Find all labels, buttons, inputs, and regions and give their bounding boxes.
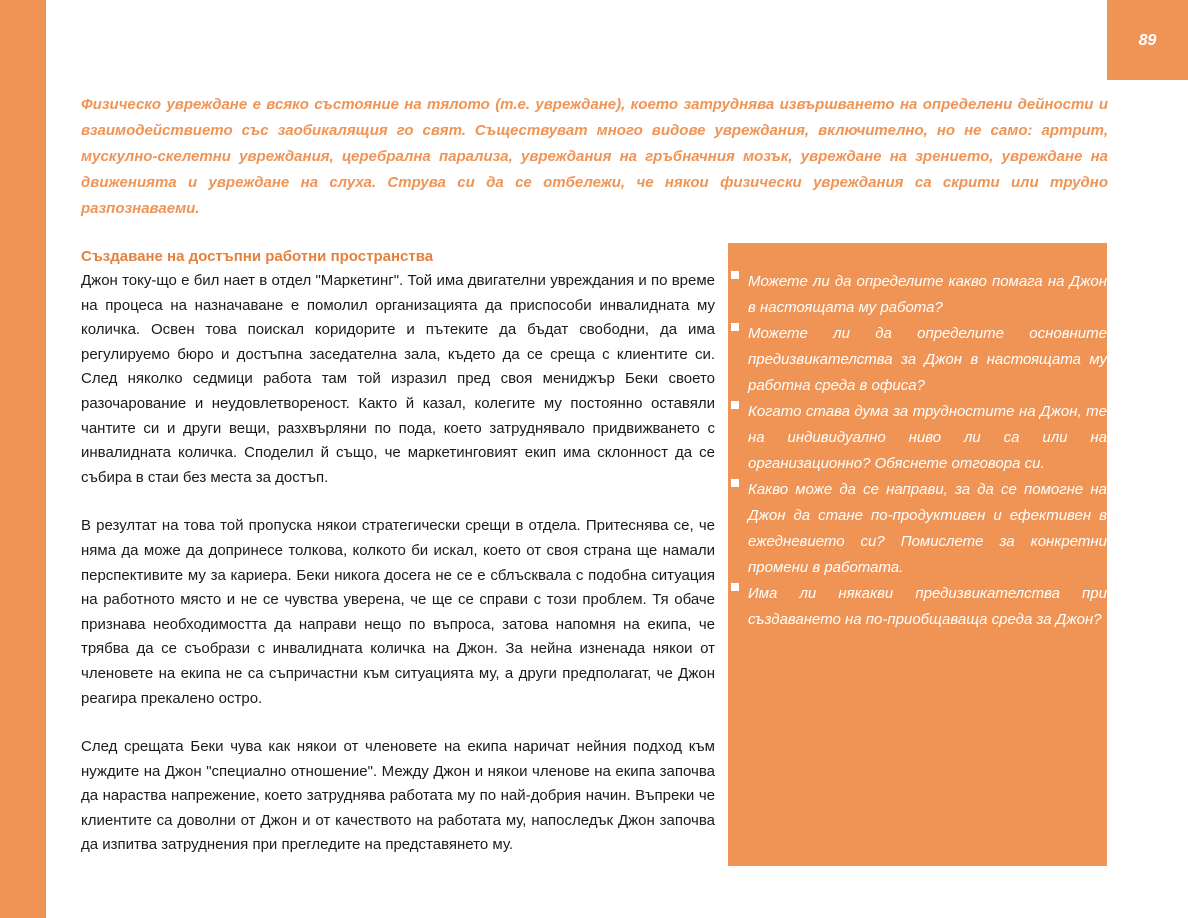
question-item (748, 477, 1107, 581)
case-study-section (81, 245, 715, 882)
square-bullet-icon (731, 271, 739, 279)
question-text: Какво може да се направи, за да се помогне на Джон да стане по-продуктивен и ефективен в ежедневието си? Помислете за конкретни промени в работата. (748, 481, 1107, 576)
square-bullet-icon (731, 479, 739, 487)
intro-paragraph: Физическо увреждане е всяко състояние на тялото (т.е. увреждане), което затруднява извършването на определени дейности и взаимодействието със заобикалящия го свят. Съществуват много видове увреждания, включително, но не само: артрит, мускулно-скелетни увреждания, церебрална парализа, увреждания на гръбначния мозък, увреждане на зрението, увреждане на движенията и увреждане на слуха. Струва си да се отбележи, че някои физически увреждания са скрити или трудно разпознаваеми. (81, 96, 1108, 217)
question-item (748, 269, 1107, 321)
square-bullet-icon (731, 323, 739, 331)
square-bullet-icon (731, 401, 739, 409)
question-text: Когато става дума за трудностите на Джон, те на индивидуално ниво ли са или на организационно? Обяснете отговора си. (748, 403, 1107, 472)
page-number-tab (1107, 0, 1188, 80)
questions-list (748, 269, 1107, 633)
page-number: 89 (1138, 32, 1157, 49)
case-paragraph-1: Джон току-що е бил нает в отдел "Маркетинг". Той има двигателни увреждания и по време на процеса на назначаване е помолил организацията да приспособи инвалидната му количка. Освен това поискал коридорите и пътеките да бъдат свободни, да има регулируемо бюро и достъпна заседателна зала, където да се среща с клиентите си. След няколко седмици работа там той изразил пред своя мениджър Беки своето разочарование и неудовлетвореност. Както й казал, колегите му постоянно оставяли чантите си и други вещи, разхвърляни по пода, което затруднявало придвижването с инвалидната количка. Споделил й също, че маркетинговият екип има склонност да се събира в стаи без места за достъп. (81, 272, 715, 486)
question-item (748, 321, 1107, 399)
question-item (748, 581, 1107, 633)
left-accent-bar (0, 0, 46, 918)
question-text: Има ли някакви предизвикателства при създаването на по-приобщаваща среда за Джон? (748, 585, 1107, 628)
question-text: Можете ли да определите основните предизвикателства за Джон в настоящата му работна среда в офиса? (748, 325, 1107, 394)
case-paragraph-3: След срещата Беки чува как някои от членовете на екипа наричат нейния подход към нуждите на Джон "специално отношение". Между Джон и някои членове на екипа започва да нараства напрежение, което затруднява работата му по най-добрия начин. Въпреки че клиентите са доволни от Джон и от качеството на работата му, напоследък Джон започва да изпитва затруднения при прегледите на представянето му. (81, 738, 715, 854)
question-text: Можете ли да определите какво помага на Джон в настоящата му работа? (748, 273, 1107, 316)
square-bullet-icon (731, 583, 739, 591)
question-item (748, 399, 1107, 477)
case-paragraph-2: В резултат на това той пропуска някои стратегически срещи в отдела. Притеснява се, че няма да може да допринесе толкова, колкото би искал, което от своя страна ще намали перспективите му за кариера. Беки никога досега не се е сблъсквала с подобна ситуация на работното място и не се чувства уверена, че ще се справи с този проблем. Тя обаче признава необходимостта да направи нещо по въпроса, затова напомня на екипа, че трябва да се съобрази с инвалидната количка на Джон. За нейна изненада някои от членовете на екипа не са съпричастни към ситуацията му, а други предполагат, че Джон реагира прекалено остро. (81, 517, 715, 707)
section-heading: Създаване на достъпни работни пространства (81, 248, 434, 265)
questions-box (728, 243, 1107, 866)
